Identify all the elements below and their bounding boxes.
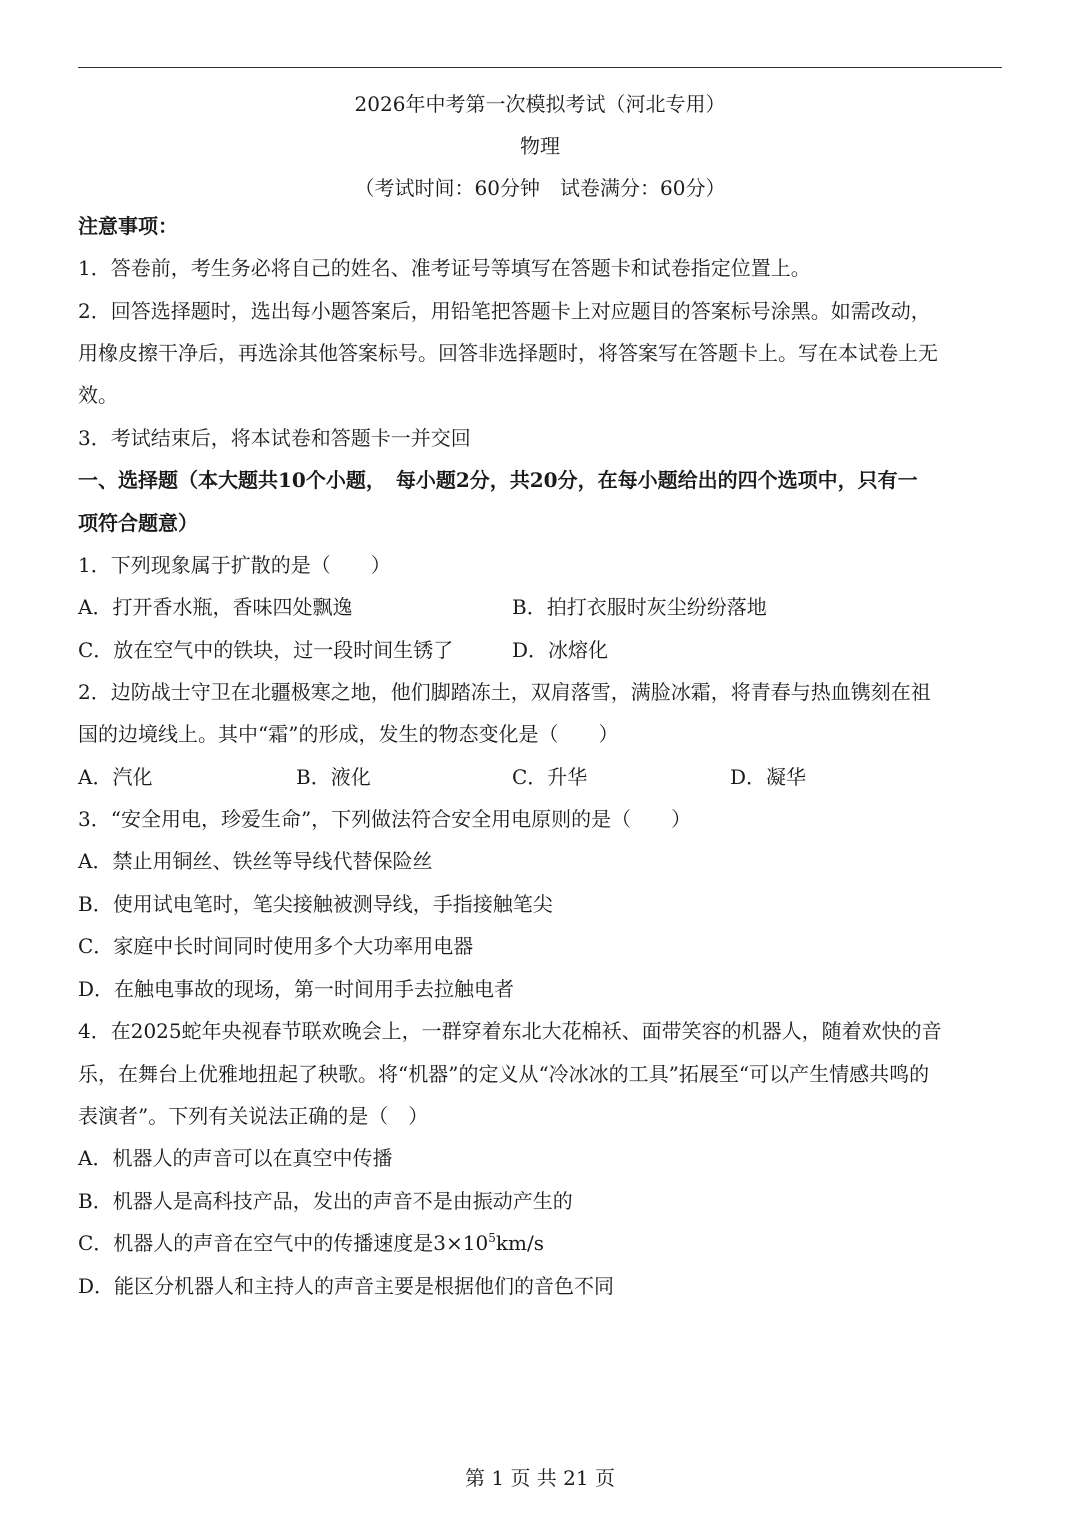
question-3-option-b: B．使用试电笔时，笔尖接触被测导线，手指接触笔尖 <box>78 892 553 916</box>
notes-line: 用橡皮擦干净后，再选涂其他答案标号。回答非选择题时，将答案写在答题卡上。写在本试卷上无 <box>78 341 938 365</box>
exam-info: （考试时间：60分钟 试卷满分：60分） <box>354 176 726 200</box>
question-4-stem: 4．在2025蛇年央视春节联欢晚会上，一群穿着东北大花棉袄、面带笑容的机器人，随着欢快的音 <box>78 1019 942 1043</box>
subject-title: 物理 <box>520 134 560 158</box>
notes-line: 2．回答选择题时，选出每小题答案后，用铅笔把答题卡上对应题目的答案标号涂黑。如需改动， <box>78 299 931 323</box>
exam-title: 2026年中考第一次模拟考试（河北专用） <box>354 92 726 116</box>
question-4-stem-cont: 乐，在舞台上优雅地扭起了秧歌。将“机器”的定义从“冷冰冰的工具”拓展至“可以产生情感共鸣的 <box>78 1062 930 1086</box>
question-4-option-c <box>78 1233 544 1253</box>
question-2-option-b: B．液化 <box>296 765 371 789</box>
question-4-option-d: D．能区分机器人和主持人的声音主要是根据他们的音色不同 <box>78 1274 615 1298</box>
question-2-option-a: A．汽化 <box>78 765 153 789</box>
question-4-option-b: B．机器人是高科技产品，发出的声音不是由振动产生的 <box>78 1189 573 1213</box>
unit: km/s <box>495 1231 544 1255</box>
notes-line: 3．考试结束后，将本试卷和答题卡一并交回 <box>78 426 471 450</box>
question-1-stem: 1．下列现象属于扩散的是（ ） <box>78 553 391 577</box>
question-1-option-c: C．放在空气中的铁块，过一段时间生锈了 <box>78 638 454 662</box>
exponent: 5 <box>488 1231 496 1245</box>
question-1-option-d: D．冰熔化 <box>512 638 609 662</box>
question-3-option-c: C．家庭中长时间同时使用多个大功率用电器 <box>78 934 474 958</box>
question-4-option-c-text: C．机器人的声音在空气中的传播速度是3×10 <box>78 1231 489 1255</box>
notes-heading: 注意事项： <box>78 214 178 238</box>
notes-line: 效。 <box>78 383 118 407</box>
question-1-option-b: B．拍打衣服时灰尘纷纷落地 <box>512 595 767 619</box>
section-heading: 一、选择题（本大题共10个小题， 每小题2分，共20分，在每小题给出的四个选项中，只有一 <box>78 468 918 492</box>
question-2-stem: 2．边防战士守卫在北疆极寒之地，他们脚踏冻土，双肩落雪，满脸冰霜，将青春与热血镌刻在祖 <box>78 680 931 704</box>
question-4-option-a: A．机器人的声音可以在真空中传播 <box>78 1146 393 1170</box>
notes-line: 1．答卷前，考生务必将自己的姓名、准考证号等填写在答题卡和试卷指定位置上。 <box>78 256 811 280</box>
question-2-stem-cont: 国的边境线上。其中“霜”的形成，发生的物态变化是（ ） <box>78 722 619 746</box>
section-heading-cont: 项符合题意） <box>78 511 198 535</box>
page-number: 第 1 页 共 21 页 <box>465 1466 615 1490</box>
question-3-option-d: D．在触电事故的现场，第一时间用手去拉触电者 <box>78 977 515 1001</box>
question-3-stem: 3．“安全用电，珍爱生命”，下列做法符合安全用电原则的是（ ） <box>78 807 692 831</box>
question-4-stem-cont: 表演者”。下列有关说法正确的是（ ） <box>78 1104 429 1128</box>
question-1-option-a: A．打开香水瓶，香味四处飘逸 <box>78 595 353 619</box>
question-2-option-d: D．凝华 <box>730 765 807 789</box>
question-3-option-a: A．禁止用铜丝、铁丝等导线代替保险丝 <box>78 849 433 873</box>
header-rule <box>78 67 1002 68</box>
question-2-option-c: C．升华 <box>512 765 588 789</box>
